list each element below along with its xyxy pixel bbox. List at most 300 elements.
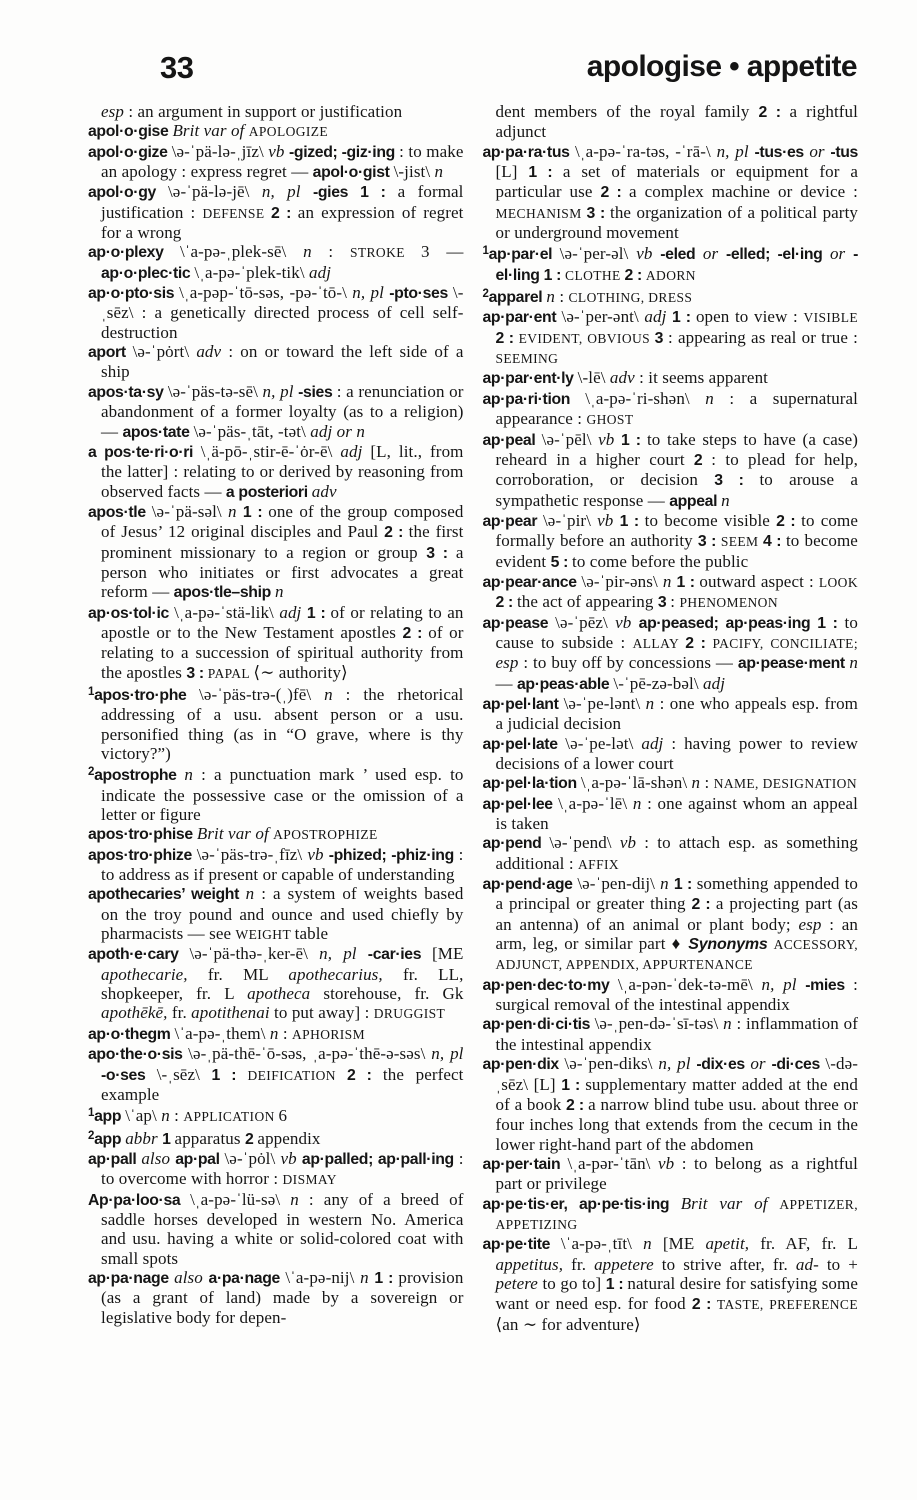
dictionary-entry xyxy=(483,511,859,572)
text-segment-i: or xyxy=(750,1054,772,1074)
text-segment-i: n, pl xyxy=(261,182,313,202)
text-segment-i: adj xyxy=(309,262,332,282)
dictionary-entry xyxy=(88,683,464,763)
dictionary-entry xyxy=(88,442,464,502)
text-segment-h: Ap·pa·loo·sa xyxy=(88,1191,191,1209)
text-segment-i: vb xyxy=(615,612,639,632)
text-segment-p: appendix xyxy=(257,1128,321,1148)
text-segment-p: \ə-ˈpäs-tə-sē\ xyxy=(167,381,263,401)
text-segment-p: : to attach esp. as something additional : xyxy=(495,833,858,873)
text-segment-p: \ə-ˈpend\ xyxy=(549,833,620,853)
text-segment-p: of or relating to a succession of spiritual authority from the apostles xyxy=(101,622,464,682)
text-segment-b: 4 : xyxy=(762,533,786,551)
text-segment-h: apoth·e·cary xyxy=(88,946,190,964)
text-segment-b: 2 : xyxy=(566,1096,589,1114)
text-segment-b: 2 : xyxy=(624,266,646,284)
text-segment-b: apos·tle–ship xyxy=(173,584,275,602)
text-segment-b: -car·ies xyxy=(367,946,433,964)
text-segment-sc: SEEMING xyxy=(495,351,559,367)
text-segment-b: apos·tate xyxy=(122,423,194,441)
text-segment-h: ap·pen·di·ci·tis xyxy=(482,1016,595,1034)
text-segment-p: : having power to review decisions of a lower court xyxy=(495,733,859,773)
text-segment-h: apo·the·o·sis xyxy=(88,1046,189,1064)
text-segment-p: : xyxy=(670,592,680,612)
text-segment-b: 2 : xyxy=(691,1296,717,1314)
dictionary-entry xyxy=(483,734,859,774)
text-segment-i: vb xyxy=(598,429,622,449)
text-segment-i: apetit, xyxy=(705,1234,761,1254)
text-segment-p: \ə-ˈpȯrt\ xyxy=(132,342,197,362)
text-segment-p: outward aspect : xyxy=(699,571,819,591)
text-segment-b: 2 xyxy=(693,451,712,469)
text-segment-p: dent members of the royal family xyxy=(495,102,759,121)
text-segment-p: : xyxy=(559,287,569,307)
text-segment-b: 2 : xyxy=(384,524,409,542)
text-segment-b: ap·palled; ap·pall·ing xyxy=(301,1150,459,1168)
text-segment-h: apparel xyxy=(488,289,547,307)
text-segment-p: a complex machine or device : xyxy=(629,182,858,202)
text-segment-i: n, pl xyxy=(431,1044,464,1064)
text-segment-p: one of the group composed of Jesus’ 12 original disciples and Paul xyxy=(101,501,464,542)
text-segment-p: fr. xyxy=(171,1003,192,1023)
text-segment-i: vb xyxy=(657,1153,682,1173)
text-segment-i: vb xyxy=(619,833,645,853)
text-segment-i: n xyxy=(434,162,444,182)
text-segment-b: 1 xyxy=(162,1130,175,1148)
dictionary-entry xyxy=(483,102,859,142)
text-segment-p: \ˈap\ xyxy=(125,1106,162,1126)
text-segment-p: \ˌa-pə-ˈlā-shən\ xyxy=(580,773,692,793)
text-segment-i: adj xyxy=(279,602,307,622)
text-segment-p: to come formally before an authority xyxy=(495,510,858,551)
text-segment-b: -gies 1 : xyxy=(312,184,398,202)
text-segment-p: to go to] xyxy=(542,1273,606,1293)
text-segment-b: 3 : xyxy=(186,664,208,682)
text-segment-h: apol·o·gize xyxy=(88,143,172,161)
text-segment-b: 3 : xyxy=(426,544,456,562)
dictionary-entry xyxy=(483,572,859,613)
text-segment-b: -tus xyxy=(830,143,858,161)
text-segment-p: \-jist\ xyxy=(393,162,435,182)
text-segment-i: esp xyxy=(798,914,830,934)
text-segment-p: something appended to a principal or greater thing xyxy=(495,874,858,914)
text-segment-sc: APPETIZER, APPETIZING xyxy=(495,1196,858,1232)
text-segment-b: 3 : xyxy=(586,204,610,222)
text-segment-b: 3 xyxy=(654,329,668,347)
text-segment-p: of or relating to an apostle or to the New Testament apostles xyxy=(101,602,464,642)
text-segment-i: or xyxy=(702,244,726,264)
text-segment-p: a rightful adjunct xyxy=(495,102,858,142)
text-segment-i: Brit var of xyxy=(172,121,249,141)
text-segment-i: esp xyxy=(495,653,524,673)
page-number: 33 xyxy=(160,50,194,85)
dictionary-entry xyxy=(88,142,464,183)
dictionary-entry xyxy=(483,1054,859,1154)
text-segment-p: \ˌa-pə-ˈri-shən\ xyxy=(585,388,706,408)
text-segment-p: \ə-ˈpir-əns\ xyxy=(581,571,663,591)
text-segment-sup: 1 xyxy=(88,1107,95,1120)
guide-words: apologise • appetite xyxy=(586,50,857,83)
text-segment-i: n xyxy=(324,684,346,704)
dictionary-entry xyxy=(483,1234,859,1334)
text-segment-sc: PACIFY, CONCILIATE; xyxy=(712,635,858,651)
text-segment-h: app xyxy=(94,1108,126,1126)
text-segment-p: \ˌa-pə-ˈlē\ xyxy=(558,793,633,813)
text-segment-h: apos·tro·phize xyxy=(88,846,197,864)
text-segment-sc: ADORN xyxy=(645,267,696,283)
text-segment-h: a·pa·nage xyxy=(208,1269,286,1287)
text-segment-p: to become evident xyxy=(495,531,858,571)
text-segment-sc: DEIFICATION xyxy=(247,1067,347,1083)
text-segment-p: a person who initiates or first advocates a great reform — xyxy=(101,542,464,602)
dictionary-entry xyxy=(88,1149,464,1190)
text-segment-b: -sies xyxy=(298,383,337,401)
text-segment-sc: MECHANISM xyxy=(495,205,587,221)
dictionary-entry xyxy=(88,1104,464,1126)
text-segment-b: 2 : xyxy=(270,204,298,222)
dictionary-entry xyxy=(88,342,464,382)
text-segment-b: a posteriori xyxy=(225,483,312,501)
text-segment-h: ap·pa·nage xyxy=(88,1269,175,1287)
dictionary-entry xyxy=(483,368,859,388)
dictionary-entry xyxy=(88,121,464,141)
text-segment-p: [ME xyxy=(432,944,464,964)
text-segment-p: : one against whom an appeal is taken xyxy=(495,793,858,834)
text-segment-h: ap·pel·la·tion xyxy=(482,775,581,793)
text-segment-p: \ə-ˈpēl\ xyxy=(541,429,599,449)
text-segment-b: 2 : xyxy=(691,896,716,914)
text-segment-sc: DISMAY xyxy=(282,1172,337,1188)
text-segment-b: 2 : xyxy=(402,624,429,642)
text-segment-h: ap·pear·ance xyxy=(482,573,582,591)
text-segment-p: a formal justification : xyxy=(101,182,464,222)
text-segment-b: 2 : xyxy=(495,329,519,347)
dictionary-entry xyxy=(88,944,464,1023)
text-segment-p: : on or toward the left side of a ship xyxy=(101,342,464,382)
text-segment-p: — xyxy=(495,673,517,693)
text-segment-i: apotithenai xyxy=(191,1003,275,1023)
text-segment-p: to arouse a sympathetic response — xyxy=(495,470,858,510)
text-segment-b: 1 : xyxy=(306,604,331,622)
text-segment-p: : to plead for help, corroboration, or decision xyxy=(495,449,858,490)
text-segment-h: ap·pall xyxy=(88,1150,142,1168)
dictionary-entry xyxy=(483,773,859,793)
text-segment-i: n xyxy=(662,571,677,591)
text-segment-p: the act of appearing xyxy=(516,592,658,612)
text-segment-i: apothecarius, xyxy=(288,964,403,984)
text-segment-b: 2 xyxy=(244,1130,258,1148)
text-segment-i: appetere xyxy=(594,1254,662,1274)
text-segment-sc: APHORISM xyxy=(292,1026,365,1042)
text-segment-p: \ə-ˈpäs-ˌtāt, -tət\ xyxy=(193,421,311,441)
text-segment-b: ap·o·plec·tic xyxy=(101,264,195,282)
text-segment-p: : xyxy=(328,242,350,262)
text-segment-sc: CLOTHING, DRESS xyxy=(568,290,693,306)
text-segment-p: \ˈa-pə-ˌthem\ xyxy=(174,1023,270,1043)
text-segment-i: vb xyxy=(280,1148,302,1168)
text-segment-b: -pto·ses xyxy=(389,285,453,303)
text-segment-p: a set of materials or equipment for a particular use xyxy=(495,162,858,202)
dictionary-entry xyxy=(483,142,859,243)
text-segment-b: 2 : xyxy=(495,594,517,612)
text-segment-p: 3 — xyxy=(421,242,464,262)
text-segment-i: apothecarie, xyxy=(101,964,208,984)
text-segment-h: ap·pel·late xyxy=(482,735,566,753)
text-segment-p: : inflammation of the intestinal appendix xyxy=(495,1014,858,1054)
dictionary-entry xyxy=(483,833,859,874)
text-segment-p: \ə-ˈpen-dij\ xyxy=(577,874,661,894)
text-segment-p: \ə-ˈpēz\ xyxy=(555,612,616,632)
text-segment-h: apos·ta·sy xyxy=(88,383,168,401)
text-segment-i: n, pl xyxy=(262,381,299,401)
text-segment-h: ap·par·ent xyxy=(482,309,562,327)
text-segment-p: \ə-ˈpȯl\ xyxy=(224,1148,281,1168)
text-segment-h: ap·pal xyxy=(175,1150,225,1168)
text-segment-h: a pos·te·ri·o·ri xyxy=(88,443,201,461)
text-segment-p: natural desire for satisfying some want or need esp. for food xyxy=(495,1273,858,1314)
text-segment-b: 1 : xyxy=(605,1275,628,1293)
text-segment-p: : to belong as a rightful part or privilege xyxy=(495,1153,858,1194)
text-segment-b: -di·ces xyxy=(771,1056,826,1074)
text-segment-i: esp xyxy=(101,102,124,121)
dictionary-entry xyxy=(483,242,859,285)
text-segment-p: provision (as a grant of land) made by a sovereign or legislative body for depen- xyxy=(101,1267,464,1327)
text-segment-i: n xyxy=(849,653,859,673)
text-segment-sc: DRUGGIST xyxy=(373,1006,446,1022)
text-segment-p: to + xyxy=(826,1254,858,1274)
text-segment-p: \ˌa-pə-ˈplek-tik\ xyxy=(194,262,310,282)
text-segment-sc: VISIBLE xyxy=(803,310,858,326)
text-segment-sup: 1 xyxy=(88,685,95,698)
text-segment-p: : an argument in support or justification xyxy=(123,102,403,121)
text-segment-p: \-lē\ xyxy=(577,368,610,388)
text-segment-i: n xyxy=(632,793,648,813)
text-segment-sc: STROKE xyxy=(349,245,422,261)
text-segment-p: \ə-ˈpen-diks\ xyxy=(564,1054,659,1074)
text-segment-p: open to view : xyxy=(695,307,804,327)
text-segment-p: \ə-ˈpä-səl\ xyxy=(151,501,229,521)
text-segment-p: : to buy off by concessions — xyxy=(523,653,738,673)
text-segment-i: adj xyxy=(703,673,726,693)
text-segment-h: ap·o·pto·sis xyxy=(88,285,180,303)
text-segment-h: ap·pear xyxy=(482,512,543,530)
text-segment-b: 1 : xyxy=(676,573,700,591)
text-segment-p: : surgical removal of the intestinal appendix xyxy=(495,974,858,1015)
text-segment-b: -o·ses xyxy=(101,1066,157,1084)
text-segment-sc: NAME, DESIGNATION xyxy=(713,776,857,792)
text-segment-p: \ə-ˈpir\ xyxy=(542,510,598,530)
text-segment-b: 5 : xyxy=(550,553,573,571)
text-segment-i: n xyxy=(723,1014,737,1034)
page-header xyxy=(0,50,917,90)
text-segment-b: 1 : xyxy=(621,431,647,449)
dictionary-entry xyxy=(88,603,464,683)
text-segment-p: to become visible xyxy=(644,510,777,530)
text-segment-sc: CLOTHE xyxy=(565,267,625,283)
text-segment-h: ap·pe·tite xyxy=(482,1236,561,1254)
text-segment-p: [ME xyxy=(662,1234,706,1254)
text-segment-i: n xyxy=(228,501,243,521)
text-segment-h: apos·tro·phe xyxy=(94,686,200,704)
text-segment-bi: Synonyms xyxy=(688,936,774,954)
text-segment-i: n xyxy=(184,765,202,785)
text-segment-i: n xyxy=(691,773,705,793)
text-segment-h: apol·o·gy xyxy=(88,184,168,202)
text-segment-i: n, pl xyxy=(716,141,755,161)
text-segment-sc: EVIDENT, OBVIOUS xyxy=(518,330,655,346)
text-segment-h: aport xyxy=(88,344,133,362)
dictionary-entry xyxy=(483,613,859,694)
text-segment-sc: WEIGHT xyxy=(235,927,295,943)
dictionary-entry xyxy=(88,1024,464,1044)
text-segment-p: \ə-ˈpäs-trə-ˌfīz\ xyxy=(196,844,308,864)
text-segment-h: apos·tro·phise xyxy=(88,826,197,844)
text-segment-i: n, pl xyxy=(352,283,390,303)
dictionary-entry xyxy=(88,1190,464,1268)
text-segment-b: 3 xyxy=(657,594,671,612)
dictionary-entry xyxy=(88,845,464,885)
text-segment-b: 2 : xyxy=(758,104,790,121)
text-segment-p: : one who appeals esp. from a judicial decision xyxy=(495,693,858,734)
text-segment-p: \ə-ˈpä-lə-jē\ xyxy=(167,182,262,202)
text-segment-h: ap·peal xyxy=(482,431,542,449)
text-segment-sc: LOOK xyxy=(818,574,858,590)
text-segment-b: 1 : xyxy=(242,503,269,521)
text-segment-i: n xyxy=(269,1023,283,1043)
text-segment-i: n xyxy=(721,490,730,510)
text-segment-i: vb xyxy=(636,244,661,264)
text-segment-p: supplementary matter added at the end of a book xyxy=(495,1074,858,1114)
text-segment-sup: 2 xyxy=(88,766,95,779)
text-segment-i: petere xyxy=(495,1273,543,1293)
text-segment-b: 2 : xyxy=(600,184,630,202)
text-segment-p: \ˌa-pə-ˈra-təs, -ˈrā-\ xyxy=(575,141,717,161)
dictionary-entry xyxy=(483,285,859,307)
dictionary-entry xyxy=(88,824,464,844)
text-segment-p: a projecting part (as an antenna) of an animal or plant body; xyxy=(495,894,858,934)
dictionary-entry xyxy=(88,502,464,603)
text-segment-p: fr. LL, shopkeeper, fr. L xyxy=(101,964,464,1004)
text-segment-i: also xyxy=(174,1267,209,1287)
dictionary-entry xyxy=(88,283,464,342)
text-segment-p: : any of a breed of saddle horses developed in western No. America and usu. having a white or solid-colored coat with small spots xyxy=(101,1189,464,1268)
dictionary-entry xyxy=(483,430,859,511)
dictionary-entry xyxy=(483,874,859,975)
text-segment-i: n xyxy=(245,884,262,904)
text-segment-i: n xyxy=(161,1106,175,1126)
text-segment-h: ap·o·plexy xyxy=(88,244,180,262)
text-segment-h: apos·tle xyxy=(88,503,152,521)
text-segment-p: \ə-ˈpä-lə-ˌjīz\ xyxy=(171,141,269,161)
text-segment-h: ap·pease xyxy=(482,614,556,632)
text-segment-b: ap·peas·able xyxy=(516,675,614,693)
text-segment-h: ap·pen·dix xyxy=(482,1056,565,1074)
text-segment-p: \ə-ˈper-ənt\ xyxy=(561,307,645,327)
text-segment-h: ap·pen·dec·to·my xyxy=(482,976,618,994)
text-segment-sc: AFFIX xyxy=(578,856,620,872)
dictionary-entry xyxy=(88,182,464,242)
text-columns xyxy=(88,102,858,1334)
right-column xyxy=(483,102,859,1334)
text-segment-p: \ə-ˈper-əl\ xyxy=(559,244,637,264)
text-segment-sc: APOSTROPHIZE xyxy=(273,827,378,843)
text-segment-b: 1 : xyxy=(817,614,845,632)
text-segment-p: to cause to subside : xyxy=(495,612,858,652)
text-segment-p: : a system of weights based on the troy pound and ounce and used chiefly by pharmacists — see xyxy=(101,884,464,944)
text-segment-sup: 2 xyxy=(88,1129,95,1142)
text-segment-i: apothēkē, xyxy=(101,1003,172,1023)
text-segment-p: \ə-ˈpe-lənt\ xyxy=(563,693,646,713)
text-segment-p: : to make an apology : express regret — xyxy=(101,141,464,182)
text-segment-p: fr. xyxy=(571,1254,595,1274)
text-segment-i: n, pl xyxy=(761,974,806,994)
text-segment-p: \ˌä-pō-ˌstir-ē-ˈȯr-ē\ xyxy=(200,441,341,461)
text-segment-b: 2 : xyxy=(776,512,802,530)
text-segment-b: 1 : xyxy=(561,1076,586,1094)
text-segment-i: n xyxy=(705,388,730,408)
text-segment-i: Brit var of xyxy=(196,824,274,844)
dictionary-entry xyxy=(88,382,464,442)
text-segment-p: [L, lit., from the latter] : relating to or derived by reasoning from observed facts — xyxy=(101,441,464,501)
text-segment-i: appetitus, xyxy=(495,1254,572,1274)
left-column xyxy=(88,102,464,1334)
text-segment-sc: GHOST xyxy=(586,412,634,428)
text-segment-p: : xyxy=(282,1023,293,1043)
text-segment-i: n xyxy=(643,1234,663,1254)
text-segment-p: : appearing as real or true : xyxy=(667,327,858,347)
text-segment-p: : a supernatural appearance : xyxy=(495,388,859,429)
text-segment-i: adj or n xyxy=(310,421,365,441)
text-segment-p: : a punctuation mark ’ used esp. to indicate the possessive case or the omission of a letter or figure xyxy=(101,765,464,825)
text-segment-sc: PAPAL xyxy=(207,665,254,681)
text-segment-p: \ə-ˌpen-də-ˈsī-təs\ xyxy=(594,1014,724,1034)
text-segment-h: ap·pe·tis·er, ap·pe·tis·ing xyxy=(482,1195,681,1213)
text-segment-p: a narrow blind tube usu. about three or four inches long that extends from the cecum in the lower right-hand part of the abdomen xyxy=(495,1094,858,1154)
text-segment-b: -tus·es xyxy=(754,143,810,161)
text-segment-b: 1 : xyxy=(528,164,563,182)
dictionary-entry xyxy=(88,242,464,283)
text-segment-p: storehouse, fr. Gk xyxy=(323,984,464,1004)
text-segment-h: apostrophe xyxy=(94,767,185,785)
dictionary-entry xyxy=(483,1154,859,1194)
text-segment-sc: DEFENSE xyxy=(202,205,271,221)
text-segment-i: adv xyxy=(311,481,337,501)
text-segment-p: to come before the public xyxy=(572,551,749,571)
text-segment-p: the first prominent missionary to a region or group xyxy=(101,522,464,562)
text-segment-p: \ə-ˈpä-thə-ˌker-ē\ xyxy=(189,944,320,964)
text-segment-h: apol·o·gise xyxy=(88,123,173,141)
text-segment-b: -gized; -giz·ing xyxy=(288,143,400,161)
text-segment-p: \ˌa-pər-ˈtān\ xyxy=(567,1153,658,1173)
text-segment-sup: 2 xyxy=(482,288,489,301)
text-segment-p: fr. ML xyxy=(207,964,289,984)
text-segment-b: 1 : xyxy=(619,512,645,530)
text-segment-p: [L] xyxy=(495,162,529,182)
text-segment-b: 1 : xyxy=(543,266,566,284)
text-segment-sc: ACCESSORY, ADJUNCT, APPENDIX, APPURTENANCE xyxy=(495,937,859,973)
dictionary-entry xyxy=(483,1194,859,1235)
text-segment-p: \-ˈpē-zə-bəl\ xyxy=(613,673,704,693)
text-segment-b: -elled; -el·ing xyxy=(725,246,830,264)
text-segment-h: ap·pend·age xyxy=(482,876,578,894)
dictionary-entry xyxy=(88,1044,464,1104)
text-segment-h: ap·par·el xyxy=(488,246,560,264)
text-segment-p: : xyxy=(174,1106,184,1126)
text-segment-h: ap·pa·ra·tus xyxy=(482,143,576,161)
dictionary-entry xyxy=(88,102,464,121)
text-segment-i: apotheca xyxy=(247,984,324,1004)
text-segment-p: to put away] : xyxy=(274,1003,374,1023)
